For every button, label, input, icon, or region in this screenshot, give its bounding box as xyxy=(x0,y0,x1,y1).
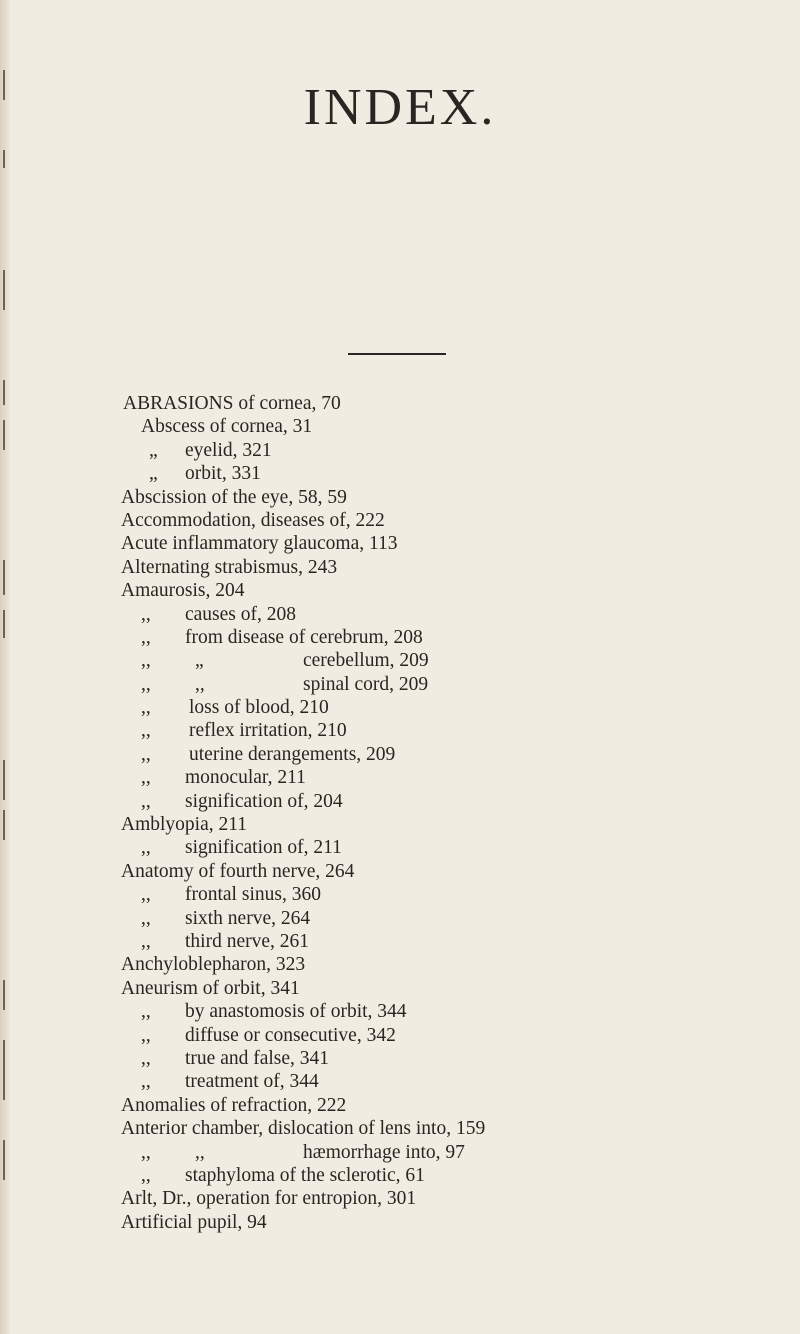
ditto-mark: ,, xyxy=(141,1141,151,1163)
index-entry xyxy=(121,860,791,883)
ditto-mark: ,, xyxy=(141,1047,151,1069)
index-entry xyxy=(121,579,791,602)
ditto-mark: ,, xyxy=(141,837,151,859)
ditto-mark: „ xyxy=(149,439,158,461)
ditto-mark: ,, xyxy=(141,1001,151,1023)
ditto-mark: ,, xyxy=(141,790,151,812)
ditto-mark: „ xyxy=(149,463,158,485)
entry-text: Alternating strabismus, 243 xyxy=(121,556,338,578)
index-entry xyxy=(121,532,791,555)
index-entry xyxy=(121,696,791,719)
index-entry xyxy=(121,603,791,626)
index-entry xyxy=(121,486,791,509)
index-entry xyxy=(121,673,791,696)
index-entry xyxy=(121,953,791,976)
entry-text: eyelid, 321 xyxy=(185,439,272,461)
title-divider xyxy=(348,353,446,355)
ditto-mark: ,, xyxy=(141,720,151,742)
entry-text: ABRASIONS of cornea, 70 xyxy=(123,393,341,414)
entry-text: sixth nerve, 264 xyxy=(185,907,311,929)
entry-text: signification of, 204 xyxy=(185,790,343,812)
ditto-mark: ,, xyxy=(141,743,151,765)
ditto-mark: ,, xyxy=(195,1141,205,1163)
index-entry xyxy=(121,1164,791,1187)
entry-text: Artificial pupil, 94 xyxy=(121,1211,267,1233)
ditto-mark: ,, xyxy=(141,697,151,719)
index-entry xyxy=(121,1187,791,1210)
entry-text: signification of, 211 xyxy=(185,837,342,859)
entry-text: cerebellum, 209 xyxy=(303,650,429,672)
entry-text: Amaurosis, 204 xyxy=(121,580,245,602)
ditto-mark: ,, xyxy=(141,1024,151,1046)
entry-text: monocular, 211 xyxy=(185,767,306,789)
entry-text: Accommodation, diseases of, 222 xyxy=(121,509,385,531)
ditto-mark: ,, xyxy=(141,767,151,789)
entry-text: Abscess of cornea, 31 xyxy=(141,416,313,438)
index-entry xyxy=(121,766,791,789)
entry-text: Abscission of the eye, 58, 59 xyxy=(121,486,347,508)
ditto-mark: ,, xyxy=(141,1071,151,1093)
index-entry xyxy=(121,813,791,836)
index-entry xyxy=(121,626,791,649)
ditto-mark: ,, xyxy=(141,603,151,625)
index-entry xyxy=(121,509,791,532)
index-entry xyxy=(121,719,791,742)
index-entry xyxy=(121,1070,791,1093)
index-entry xyxy=(121,836,791,859)
index-entry xyxy=(121,415,791,438)
index-entry xyxy=(121,1094,791,1117)
index-entry xyxy=(121,930,791,953)
entry-text: Arlt, Dr., operation for entropion, 301 xyxy=(121,1188,417,1210)
index-entry xyxy=(121,1000,791,1023)
index-list xyxy=(121,392,791,1234)
entry-text: loss of blood, 210 xyxy=(189,697,329,719)
index-entry xyxy=(121,1117,791,1140)
ditto-mark: ,, xyxy=(141,907,151,929)
ditto-mark: „ xyxy=(195,650,204,672)
entry-text: orbit, 331 xyxy=(185,463,261,485)
entry-text: reflex irritation, 210 xyxy=(189,720,347,742)
entry-text: Anchyloblepharon, 323 xyxy=(121,954,306,976)
entry-text: staphyloma of the sclerotic, 61 xyxy=(185,1164,425,1186)
entry-text: Anomalies of refraction, 222 xyxy=(121,1094,347,1116)
index-entry xyxy=(121,439,791,462)
ditto-mark: ,, xyxy=(141,626,151,648)
entry-text: diffuse or consecutive, 342 xyxy=(185,1024,396,1046)
index-entry xyxy=(121,556,791,579)
ditto-mark: ,, xyxy=(141,673,151,695)
index-entry xyxy=(121,907,791,930)
entry-text: spinal cord, 209 xyxy=(303,673,429,695)
page-title: INDEX. xyxy=(303,79,497,136)
entry-text: Anatomy of fourth nerve, 264 xyxy=(121,860,355,882)
page-spine-edge xyxy=(0,0,10,1334)
entry-text: third nerve, 261 xyxy=(185,930,310,952)
index-entry xyxy=(121,1047,791,1070)
entry-text: Acute inflammatory glaucoma, 113 xyxy=(121,533,398,555)
ditto-mark: ,, xyxy=(141,884,151,906)
entry-text: Amblyopia, 211 xyxy=(121,814,248,836)
index-entry xyxy=(121,790,791,813)
entry-text: causes of, 208 xyxy=(185,603,297,625)
entry-text: uterine derangements, 209 xyxy=(189,743,396,765)
ditto-mark: ,, xyxy=(141,1164,151,1186)
entry-text: treatment of, 344 xyxy=(185,1071,319,1093)
ditto-mark: ,, xyxy=(195,673,205,695)
index-entry xyxy=(121,649,791,672)
ditto-mark: ,, xyxy=(141,650,151,672)
index-entry xyxy=(121,1211,791,1234)
index-entry xyxy=(121,1024,791,1047)
entry-text: hæmorrhage into, 97 xyxy=(303,1141,465,1163)
index-entry xyxy=(121,1141,791,1164)
entry-text: Aneurism of orbit, 341 xyxy=(121,977,300,999)
index-entry xyxy=(121,743,791,766)
entry-text: true and false, 341 xyxy=(185,1047,330,1069)
entry-text: Anterior chamber, dislocation of lens into, 159 xyxy=(121,1118,486,1140)
index-entry xyxy=(121,883,791,906)
entry-text: from disease of cerebrum, 208 xyxy=(185,626,423,648)
index-entry xyxy=(121,462,791,485)
index-entry xyxy=(121,977,791,1000)
index-entry xyxy=(121,392,791,415)
entry-text: frontal sinus, 360 xyxy=(185,884,321,906)
entry-text: by anastomosis of orbit, 344 xyxy=(185,1001,407,1023)
ditto-mark: ,, xyxy=(141,930,151,952)
